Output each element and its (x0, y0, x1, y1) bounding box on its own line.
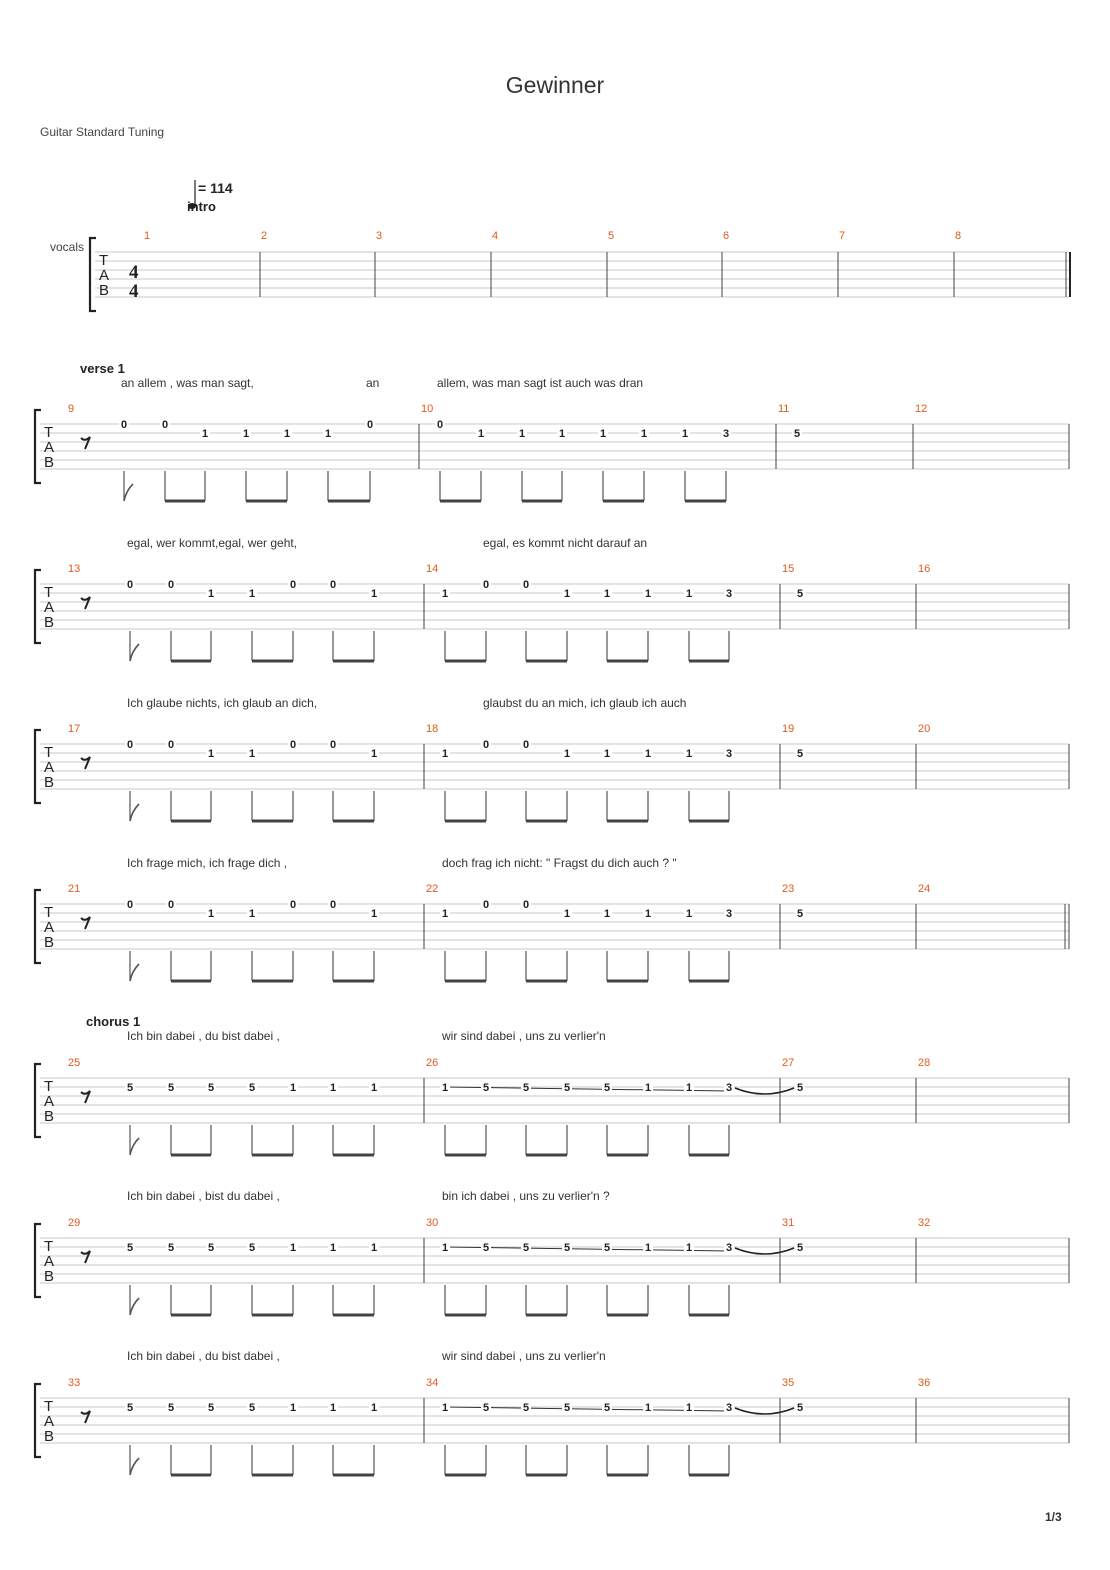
fret-number: 1 (685, 748, 693, 760)
fret-number: 0 (366, 419, 374, 431)
fret-number: 1 (370, 588, 378, 600)
measure-number: 10 (421, 403, 434, 415)
fret-number: 0 (482, 739, 490, 751)
fret-number: 1 (329, 1082, 337, 1094)
lyric-line: Ich frage mich, ich frage dich , (127, 856, 288, 870)
measure-number: 36 (918, 1377, 931, 1389)
fret-number: 1 (563, 588, 571, 600)
fret-number: 1 (644, 1082, 652, 1094)
section-label: intro (187, 199, 216, 214)
tab-clef-letter: B (44, 774, 55, 791)
fret-number: 1 (289, 1082, 297, 1094)
fret-number: 1 (599, 428, 607, 440)
lyric-line: an (366, 376, 380, 390)
fret-number: 5 (796, 1242, 804, 1254)
tab-staff (35, 1064, 1069, 1155)
eighth-rest-icon (81, 1251, 90, 1263)
lyric-line: Ich bin dabei , bist du dabei , (127, 1189, 280, 1203)
fret-number: 0 (167, 899, 175, 911)
tab-clef-letter: T (44, 1238, 54, 1255)
fret-number: 5 (563, 1402, 571, 1414)
fret-number: 1 (685, 908, 693, 920)
note-flag (130, 1138, 139, 1155)
measure-number: 4 (492, 230, 499, 242)
fret-number: 5 (603, 1082, 611, 1094)
eighth-rest-icon (81, 437, 90, 449)
staff-bracket (35, 1064, 41, 1137)
fret-number: 1 (441, 748, 449, 760)
tab-clef-letter: A (44, 439, 55, 456)
fret-number: 3 (725, 748, 733, 760)
lyric-line: Ich glaube nichts, ich glaub an dich, (127, 696, 318, 710)
lyric-line: Ich bin dabei , du bist dabei , (127, 1029, 280, 1043)
fret-number: 1 (329, 1242, 337, 1254)
fret-number: 3 (722, 428, 730, 440)
fret-number: 5 (796, 748, 804, 760)
tab-clef-letter: T (44, 584, 54, 601)
fret-number: 5 (603, 1242, 611, 1254)
lyric-line: an allem , was man sagt, (121, 376, 254, 390)
lyric-line: Ich bin dabei , du bist dabei , (127, 1349, 280, 1363)
fret-number: 1 (289, 1242, 297, 1254)
measure-number: 15 (782, 563, 795, 575)
measure-number: 18 (426, 723, 439, 735)
fret-number: 5 (126, 1402, 134, 1414)
fret-number: 5 (167, 1082, 175, 1094)
measure-number: 28 (918, 1057, 931, 1069)
fret-number: 1 (207, 588, 215, 600)
fret-number: 5 (167, 1402, 175, 1414)
fret-number: 5 (248, 1082, 256, 1094)
fret-number: 1 (370, 1402, 378, 1414)
measure-number: 2 (261, 230, 268, 242)
lyric-line: glaubst du an mich, ich glaub ich auch (483, 696, 687, 710)
page-title: Gewinner (505, 72, 605, 98)
lyric-line: egal, wer kommt,egal, wer geht, (127, 536, 298, 550)
tab-clef-letter: B (44, 1268, 55, 1285)
measure-number: 1 (144, 230, 151, 242)
measure-number: 7 (839, 230, 846, 242)
fret-number: 1 (441, 908, 449, 920)
lyric-line: allem, was man sagt ist auch was dran (437, 376, 644, 390)
tab-staff (35, 1384, 1069, 1475)
fret-number: 1 (207, 748, 215, 760)
section-label: verse 1 (80, 361, 125, 376)
staff-bracket (35, 890, 41, 963)
fret-number: 1 (477, 428, 485, 440)
tab-staff (35, 570, 1069, 661)
fret-number: 5 (796, 908, 804, 920)
tab-staff (35, 1224, 1069, 1315)
fret-number: 5 (522, 1242, 530, 1254)
fret-number: 5 (167, 1242, 175, 1254)
fret-number: 0 (167, 579, 175, 591)
measure-number: 30 (426, 1217, 439, 1229)
fret-number: 5 (207, 1082, 215, 1094)
tab-clef-letter: A (44, 1093, 55, 1110)
measure-number: 33 (68, 1377, 81, 1389)
tab-staff (35, 730, 1069, 821)
tab-clef-letter: T (44, 744, 54, 761)
fret-number: 5 (126, 1242, 134, 1254)
fret-number: 5 (563, 1082, 571, 1094)
tuning-label: Guitar Standard Tuning (40, 125, 165, 139)
measure-number: 22 (426, 883, 439, 895)
eighth-rest-icon (81, 597, 90, 609)
fret-number: 0 (126, 899, 134, 911)
fret-number: 1 (370, 1242, 378, 1254)
fret-number: 1 (242, 428, 250, 440)
fret-number: 0 (329, 899, 337, 911)
lyric-line: wir sind dabei , uns zu verlier'n (442, 1349, 606, 1363)
fret-number: 1 (370, 748, 378, 760)
fret-number: 5 (482, 1242, 490, 1254)
fret-number: 1 (603, 908, 611, 920)
lyric-line: egal, es kommt nicht darauf an (483, 536, 648, 550)
measure-number: 20 (918, 723, 931, 735)
fret-number: 0 (329, 739, 337, 751)
fret-number: 3 (725, 1242, 733, 1254)
lyric-line: bin ich dabei , uns zu verlier'n ? (442, 1189, 610, 1203)
fret-number: 0 (289, 739, 297, 751)
measure-number: 29 (68, 1217, 81, 1229)
measure-number: 12 (915, 403, 928, 415)
fret-number: 0 (120, 419, 128, 431)
staff-bracket (90, 238, 96, 311)
fret-number: 0 (126, 739, 134, 751)
time-signature-top: 4 (129, 262, 139, 283)
page-number: 1/3 (1045, 1510, 1062, 1524)
note-flag (130, 964, 139, 981)
fret-number: 1 (563, 748, 571, 760)
fret-number: 1 (685, 1082, 693, 1094)
fret-number: 5 (563, 1242, 571, 1254)
fret-number: 1 (644, 908, 652, 920)
tab-staff (35, 890, 1069, 981)
fret-number: 0 (482, 579, 490, 591)
tie-arc (735, 1248, 794, 1254)
fret-number: 1 (329, 1402, 337, 1414)
eighth-rest-icon (81, 1091, 90, 1103)
fret-number: 0 (482, 899, 490, 911)
fret-number: 5 (248, 1242, 256, 1254)
fret-number: 0 (522, 899, 530, 911)
tab-clef-letter: T (44, 424, 54, 441)
fret-number: 0 (289, 579, 297, 591)
fret-number: 1 (518, 428, 526, 440)
fret-number: 1 (441, 1402, 449, 1414)
fret-number: 0 (522, 579, 530, 591)
tab-clef-letter: T (99, 252, 109, 269)
measure-number: 26 (426, 1057, 439, 1069)
measure-number: 31 (782, 1217, 795, 1229)
fret-number: 1 (370, 908, 378, 920)
staff-bracket (35, 730, 41, 803)
measure-number: 9 (68, 403, 75, 415)
fret-number: 5 (207, 1242, 215, 1254)
note-flag (130, 644, 139, 661)
tie-arc (735, 1088, 794, 1094)
fret-number: 5 (522, 1402, 530, 1414)
fret-number: 1 (685, 1242, 693, 1254)
fret-number: 1 (685, 1402, 693, 1414)
fret-number: 1 (644, 1402, 652, 1414)
tab-staff (90, 238, 1070, 311)
measure-number: 11 (778, 403, 790, 415)
note-flag (130, 1298, 139, 1315)
fret-number: 5 (126, 1082, 134, 1094)
fret-number: 3 (725, 1082, 733, 1094)
tab-clef-letter: T (44, 904, 54, 921)
fret-number: 1 (603, 588, 611, 600)
fret-number: 1 (640, 428, 648, 440)
fret-number: 0 (522, 739, 530, 751)
staff-bracket (35, 1224, 41, 1297)
fret-number: 5 (796, 588, 804, 600)
fret-number: 1 (248, 748, 256, 760)
fret-number: 1 (289, 1402, 297, 1414)
tab-clef-letter: B (44, 614, 55, 631)
tab-clef-letter: A (44, 1413, 55, 1430)
measure-number: 23 (782, 883, 795, 895)
fret-number: 1 (558, 428, 566, 440)
instrument-label: vocals (50, 240, 85, 254)
measure-number: 5 (608, 230, 615, 242)
fret-number: 5 (522, 1082, 530, 1094)
fret-number: 3 (725, 1402, 733, 1414)
fret-number: 1 (685, 588, 693, 600)
staff-bracket (35, 570, 41, 643)
fret-number: 3 (725, 908, 733, 920)
lyric-line: wir sind dabei , uns zu verlier'n (442, 1029, 606, 1043)
tab-clef-letter: A (44, 759, 55, 776)
fret-number: 3 (725, 588, 733, 600)
staff-bracket (35, 1384, 41, 1457)
fret-number: 1 (563, 908, 571, 920)
fret-number: 5 (482, 1402, 490, 1414)
fret-number: 1 (644, 748, 652, 760)
measure-number: 27 (782, 1057, 795, 1069)
fret-number: 0 (436, 419, 444, 431)
tab-clef-letter: A (99, 267, 110, 284)
measure-number: 3 (376, 230, 383, 242)
fret-number: 1 (201, 428, 209, 440)
fret-number: 1 (644, 588, 652, 600)
fret-number: 1 (644, 1242, 652, 1254)
tab-clef-letter: B (99, 282, 110, 299)
measure-number: 8 (955, 230, 962, 242)
tie-arc (735, 1408, 794, 1414)
fret-number: 1 (248, 588, 256, 600)
tab-clef-letter: A (44, 919, 55, 936)
measure-number: 24 (918, 883, 931, 895)
lyric-line: doch frag ich nicht: " Fragst du dich auch ? " (442, 856, 677, 870)
fret-number: 1 (207, 908, 215, 920)
staff-bracket (35, 410, 41, 483)
note-flag (124, 484, 133, 501)
measure-number: 17 (68, 723, 81, 735)
fret-number: 1 (248, 908, 256, 920)
note-flag (130, 804, 139, 821)
fret-number: 1 (283, 428, 291, 440)
fret-number: 5 (793, 428, 801, 440)
tab-clef-letter: A (44, 1253, 55, 1270)
section-label: chorus 1 (86, 1014, 141, 1029)
tab-clef-letter: T (44, 1078, 54, 1095)
measure-number: 16 (918, 563, 931, 575)
fret-number: 1 (441, 588, 449, 600)
fret-number: 1 (441, 1082, 449, 1094)
fret-number: 1 (441, 1242, 449, 1254)
tab-clef-letter: B (44, 934, 55, 951)
time-signature-bottom: 4 (129, 281, 139, 302)
measure-number: 21 (68, 883, 81, 895)
fret-number: 0 (289, 899, 297, 911)
tempo-marking: = 114 (198, 180, 233, 196)
measure-number: 32 (918, 1217, 931, 1229)
tab-clef-letter: B (44, 1108, 55, 1125)
fret-number: 1 (603, 748, 611, 760)
measure-number: 13 (68, 563, 81, 575)
eighth-rest-icon (81, 757, 90, 769)
fret-number: 1 (370, 1082, 378, 1094)
fret-number: 0 (329, 579, 337, 591)
tab-clef-letter: B (44, 454, 55, 471)
fret-number: 1 (681, 428, 689, 440)
fret-number: 5 (248, 1402, 256, 1414)
eighth-rest-icon (81, 1411, 90, 1423)
fret-number: 5 (603, 1402, 611, 1414)
tab-clef-letter: B (44, 1428, 55, 1445)
tab-clef-letter: A (44, 599, 55, 616)
measure-number: 6 (723, 230, 730, 242)
fret-number: 5 (796, 1082, 804, 1094)
tab-staff (35, 410, 1069, 501)
tab-clef-letter: T (44, 1398, 54, 1415)
note-flag (130, 1458, 139, 1475)
measure-number: 14 (426, 563, 439, 575)
measure-number: 19 (782, 723, 795, 735)
measure-number: 25 (68, 1057, 81, 1069)
fret-number: 5 (207, 1402, 215, 1414)
measure-number: 34 (426, 1377, 439, 1389)
eighth-rest-icon (81, 917, 90, 929)
fret-number: 5 (482, 1082, 490, 1094)
fret-number: 0 (126, 579, 134, 591)
fret-number: 0 (167, 739, 175, 751)
fret-number: 0 (161, 419, 169, 431)
fret-number: 1 (324, 428, 332, 440)
measure-number: 35 (782, 1377, 795, 1389)
fret-number: 5 (796, 1402, 804, 1414)
